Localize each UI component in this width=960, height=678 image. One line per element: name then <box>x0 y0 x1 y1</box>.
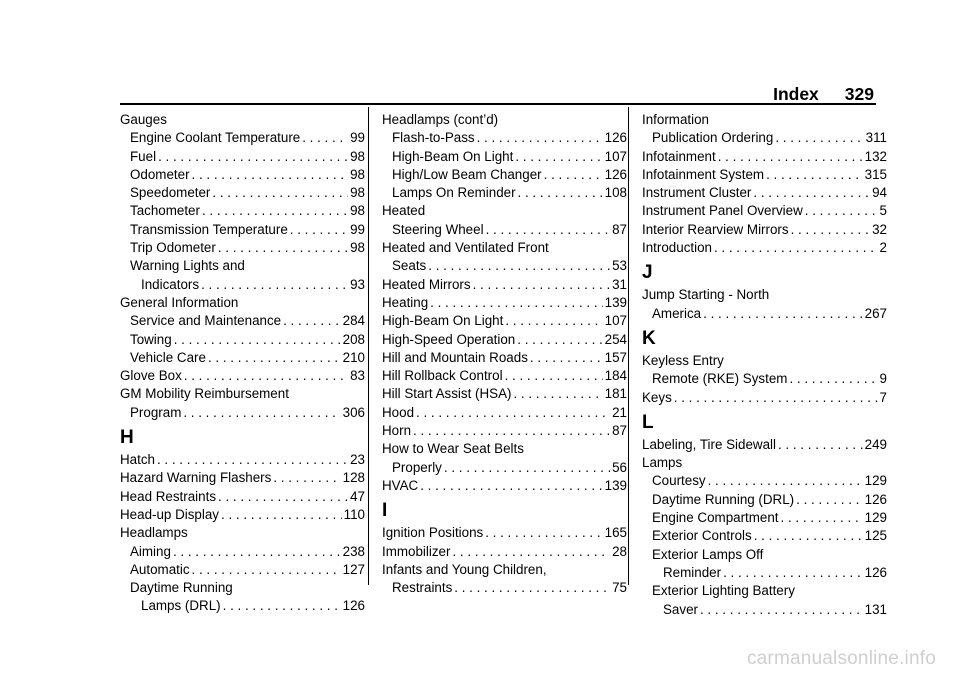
index-term: Transmission Temperature <box>130 221 288 237</box>
dot-leader <box>273 469 340 487</box>
index-page-ref: 129 <box>864 510 887 526</box>
dot-leader <box>708 472 863 490</box>
index-page-ref: 267 <box>864 305 887 321</box>
index-entry <box>120 276 365 294</box>
index-column-2 <box>382 111 627 597</box>
index-term: Daytime Running (DRL) <box>652 491 795 507</box>
index-page-ref: 83 <box>350 368 365 384</box>
index-term: Ignition Positions <box>382 525 484 541</box>
index-entry <box>382 129 627 147</box>
dot-leader <box>218 239 348 257</box>
index-entry <box>120 469 365 487</box>
index-entry <box>642 221 887 239</box>
index-term: Jump Starting - North <box>642 287 770 303</box>
index-letter-heading: I <box>382 500 388 522</box>
dot-leader <box>184 367 348 385</box>
index-term: Glove Box <box>120 368 182 384</box>
index-term: Information <box>642 112 709 127</box>
index-term: Trip Odometer <box>130 240 216 256</box>
index-page-ref: 99 <box>350 130 365 146</box>
index-term: Keyless Entry <box>642 352 724 368</box>
page-number: 329 <box>844 84 874 104</box>
index-term: Reminder <box>663 564 722 580</box>
column-divider-2 <box>628 107 629 585</box>
dot-leader <box>452 543 610 561</box>
index-page-ref: 21 <box>612 404 627 420</box>
dot-leader <box>416 404 610 422</box>
dot-leader <box>473 276 611 294</box>
index-page-ref: 9 <box>879 371 887 387</box>
index-page-ref: 99 <box>350 221 365 237</box>
index-letter-heading: H <box>120 427 134 449</box>
section-title: Index <box>773 84 819 104</box>
index-page-ref: 208 <box>342 331 365 347</box>
dot-leader <box>158 148 348 166</box>
index-page-ref: 87 <box>612 423 627 439</box>
index-term: Heated and Ventilated Front <box>382 240 549 256</box>
index-page-ref: 181 <box>604 386 627 402</box>
index-term: Lamps (DRL) <box>141 598 221 614</box>
index-entry <box>382 331 627 349</box>
dot-leader <box>454 579 610 597</box>
index-entry <box>642 286 887 304</box>
dot-leader <box>703 305 863 323</box>
dot-leader <box>201 276 348 294</box>
index-page-ref: 98 <box>350 203 365 219</box>
index-entry <box>382 459 627 477</box>
index-term: Lamps On Reminder <box>392 185 516 201</box>
index-entry <box>382 385 627 403</box>
index-term: Fuel <box>130 148 157 164</box>
dot-leader <box>202 202 348 220</box>
index-term: Head-up Display <box>120 506 219 522</box>
index-term: Hill Start Assist (HSA) <box>382 386 512 402</box>
index-page-ref: 129 <box>864 473 887 489</box>
dot-leader <box>796 491 863 509</box>
index-column-3 <box>642 111 887 619</box>
index-term: Exterior Lamps Off <box>652 546 764 562</box>
index-term: Hill and Mountain Roads <box>382 349 528 365</box>
index-entry <box>642 454 887 472</box>
index-entry <box>382 422 627 440</box>
index-page-ref: 157 <box>604 349 627 365</box>
index-entry <box>642 305 887 323</box>
index-term: Heating <box>382 294 429 310</box>
dot-leader <box>515 148 602 166</box>
index-page-ref: 139 <box>604 294 627 310</box>
dot-leader <box>754 527 863 545</box>
index-term: Lamps <box>642 455 683 471</box>
index-page-ref: 126 <box>604 166 627 182</box>
dot-leader <box>789 370 877 388</box>
dot-leader <box>221 506 342 524</box>
index-page-ref: 75 <box>612 580 627 596</box>
index-term: Towing <box>130 331 172 347</box>
index-entry <box>120 561 365 579</box>
index-page-ref: 184 <box>604 368 627 384</box>
dot-leader <box>791 221 871 239</box>
index-entry <box>382 561 627 579</box>
dot-leader <box>430 294 603 312</box>
index-term: Speedometer <box>130 185 211 201</box>
dot-leader <box>781 509 863 527</box>
index-term: Heated <box>382 203 426 219</box>
index-term: HVAC <box>382 477 419 493</box>
index-entry <box>382 543 627 561</box>
index-entry <box>642 370 887 388</box>
index-term: Infotainment System <box>642 166 765 182</box>
index-entry <box>642 491 887 509</box>
index-entry <box>642 546 887 564</box>
index-entry <box>120 349 365 367</box>
index-entry <box>642 129 887 147</box>
index-term: Immobilizer <box>382 543 451 559</box>
index-entry <box>120 257 365 275</box>
index-entry <box>120 524 365 542</box>
index-column-1 <box>120 111 365 616</box>
index-term: Warning Lights and <box>130 258 245 274</box>
index-term: Infants and Young Children, <box>382 561 547 577</box>
index-term: Engine Compartment <box>652 510 779 526</box>
dot-leader <box>428 257 610 275</box>
index-entry <box>120 294 365 312</box>
dot-leader <box>477 129 603 147</box>
index-term: Flash-to-Pass <box>392 130 475 146</box>
index-entry <box>382 239 627 257</box>
index-entry <box>120 506 365 524</box>
dot-leader <box>413 422 610 440</box>
dot-leader <box>208 349 341 367</box>
index-letter-heading: J <box>642 262 653 284</box>
index-page-ref: 249 <box>864 436 887 452</box>
dot-leader <box>192 166 349 184</box>
index-entry <box>642 436 887 454</box>
index-term: Head Restraints <box>120 488 217 504</box>
dot-leader <box>485 524 602 542</box>
index-term: Program <box>130 404 182 420</box>
index-page-ref: 126 <box>604 130 627 146</box>
index-page-ref: 315 <box>864 166 887 182</box>
index-page-ref: 108 <box>604 185 627 201</box>
index-page-ref: 126 <box>864 564 887 580</box>
index-entry <box>382 579 627 597</box>
dot-leader <box>775 129 863 147</box>
index-term: America <box>652 305 702 321</box>
index-term: Exterior Controls <box>652 528 752 544</box>
dot-leader <box>420 477 602 495</box>
index-term: Labeling, Tire Sidewall <box>642 436 776 452</box>
index-term: Automatic <box>130 561 190 577</box>
index-entry <box>642 111 887 129</box>
index-page-ref: 98 <box>350 166 365 182</box>
dot-leader <box>486 221 611 239</box>
index-page-ref: 132 <box>864 148 887 164</box>
index-page-ref: 238 <box>342 543 365 559</box>
dot-leader <box>723 564 863 582</box>
index-entry <box>120 312 365 330</box>
index-entry <box>382 367 627 385</box>
index-entry <box>382 477 627 495</box>
index-term: Indicators <box>141 276 200 292</box>
index-entry <box>382 524 627 542</box>
dot-leader <box>173 543 341 561</box>
index-term: High-Beam On Light <box>392 148 514 164</box>
index-letter-heading: L <box>642 411 654 433</box>
index-entry <box>120 239 365 257</box>
index-page-ref: 125 <box>864 528 887 544</box>
index-entry <box>382 440 627 458</box>
index-term: Hatch <box>120 452 155 468</box>
index-entry <box>642 239 887 257</box>
index-entry <box>120 543 365 561</box>
dot-leader <box>505 367 603 385</box>
index-page-ref: 284 <box>342 313 365 329</box>
index-term: Hazard Warning Flashers <box>120 470 272 486</box>
index-entry <box>120 129 365 147</box>
index-term: Restraints <box>392 580 453 596</box>
index-page-ref: 306 <box>342 404 365 420</box>
dot-leader <box>283 312 341 330</box>
index-entry <box>120 184 365 202</box>
index-term: Service and Maintenance <box>130 313 282 329</box>
dot-leader <box>218 488 348 506</box>
index-term: Introduction <box>642 240 712 256</box>
index-term: Vehicle Care <box>130 349 206 365</box>
dot-leader <box>505 312 602 330</box>
index-page-ref: 139 <box>604 477 627 493</box>
dot-leader <box>517 331 602 349</box>
index-page-ref: 7 <box>879 389 887 405</box>
index-term: Daytime Running <box>130 580 233 596</box>
index-entry <box>642 148 887 166</box>
index-entry <box>120 579 365 597</box>
index-page-ref: 127 <box>342 561 365 577</box>
dot-leader <box>530 349 603 367</box>
index-term: Exterior Lighting Battery <box>652 583 795 599</box>
index-entry <box>382 202 627 220</box>
index-entry <box>382 257 627 275</box>
dot-leader <box>714 239 878 257</box>
index-entry <box>382 294 627 312</box>
index-page-ref: 131 <box>864 601 887 617</box>
index-entry <box>382 184 627 202</box>
index-entry <box>120 385 365 403</box>
index-page-ref: 2 <box>879 240 887 256</box>
column-divider-1 <box>368 107 369 585</box>
watermark: carmanualsonline.info <box>746 648 936 669</box>
index-term: Tachometer <box>130 203 200 219</box>
index-term: GM Mobility Reimbursement <box>120 386 289 402</box>
index-page-ref: 93 <box>350 276 365 292</box>
index-entry <box>642 352 887 370</box>
dot-leader <box>223 597 341 615</box>
index-page-ref: 210 <box>342 349 365 365</box>
index-entry <box>642 202 887 220</box>
index-term: Publication Ordering <box>652 130 774 146</box>
index-entry <box>382 312 627 330</box>
index-entry <box>120 148 365 166</box>
index-page-ref: 31 <box>612 276 627 292</box>
index-page-ref: 23 <box>350 452 365 468</box>
dot-leader <box>674 389 878 407</box>
dot-leader <box>544 166 603 184</box>
index-entry <box>382 111 627 129</box>
dot-leader <box>518 184 603 202</box>
header-rule <box>120 103 876 105</box>
index-entry <box>382 221 627 239</box>
dot-leader <box>183 404 340 422</box>
index-term: Gauges <box>120 112 167 127</box>
index-term: Remote (RKE) System <box>652 371 788 387</box>
dot-leader <box>700 601 863 619</box>
index-term: Horn <box>382 423 412 439</box>
dot-leader <box>766 166 863 184</box>
index-term: How to Wear Seat Belts <box>382 441 524 457</box>
index-term: Instrument Cluster <box>642 185 752 201</box>
index-entry <box>642 564 887 582</box>
index-entry <box>642 509 887 527</box>
index-page-ref: 98 <box>350 240 365 256</box>
index-term: Odometer <box>130 166 190 182</box>
index-page-ref: 47 <box>350 488 365 504</box>
index-term: High-Speed Operation <box>382 331 516 347</box>
dot-leader <box>302 129 348 147</box>
index-entry <box>120 202 365 220</box>
index-term: Interior Rearview Mirrors <box>642 221 789 237</box>
dot-leader <box>157 451 348 469</box>
index-entry <box>120 221 365 239</box>
index-term: Heated Mirrors <box>382 276 471 292</box>
index-page-ref: 254 <box>604 331 627 347</box>
index-term: High/Low Beam Changer <box>392 166 542 182</box>
index-page-ref: 107 <box>604 148 627 164</box>
index-page-ref: 110 <box>343 506 365 522</box>
index-page-ref: 87 <box>612 221 627 237</box>
index-page-ref: 128 <box>342 470 365 486</box>
index-entry <box>642 601 887 619</box>
index-entry <box>642 389 887 407</box>
dot-leader <box>174 331 341 349</box>
index-page-ref: 126 <box>342 598 365 614</box>
index-page-ref: 98 <box>350 148 365 164</box>
dot-leader <box>718 148 863 166</box>
index-term: Steering Wheel <box>392 221 484 237</box>
index-term: Aiming <box>130 543 171 559</box>
index-term: Instrument Panel Overview <box>642 203 803 219</box>
index-entry <box>642 166 887 184</box>
index-entry <box>120 166 365 184</box>
index-entry <box>120 404 365 422</box>
index-term: Properly <box>392 459 442 475</box>
index-entry <box>642 582 887 600</box>
index-entry <box>382 404 627 422</box>
index-entry <box>120 597 365 615</box>
index-term: Saver <box>663 601 698 617</box>
dot-leader <box>192 561 341 579</box>
dot-leader <box>444 459 610 477</box>
index-term: High-Beam On Light <box>382 313 504 329</box>
index-term: Headlamps (cont’d) <box>382 112 499 127</box>
dot-leader <box>290 221 348 239</box>
index-entry <box>642 184 887 202</box>
index-entry <box>382 276 627 294</box>
index-entry <box>120 488 365 506</box>
index-page-ref: 311 <box>865 130 887 146</box>
index-page-ref: 107 <box>604 313 627 329</box>
index-term: Keys <box>642 389 672 405</box>
index-entry <box>120 367 365 385</box>
index-page-ref: 5 <box>879 203 887 219</box>
index-page-ref: 56 <box>612 459 627 475</box>
index-term: Headlamps <box>120 525 188 541</box>
index-term: Engine Coolant Temperature <box>130 130 301 146</box>
index-entry <box>642 472 887 490</box>
index-entry <box>120 451 365 469</box>
index-term: Courtesy <box>652 473 706 489</box>
index-entry <box>120 331 365 349</box>
index-page-ref: 32 <box>872 221 887 237</box>
dot-leader <box>753 184 870 202</box>
index-letter-heading: K <box>642 327 656 349</box>
index-entry <box>382 349 627 367</box>
index-page-ref: 98 <box>350 185 365 201</box>
index-entry <box>382 148 627 166</box>
index-term: General Information <box>120 294 239 310</box>
index-page-ref: 94 <box>872 185 887 201</box>
index-term: Hood <box>382 404 415 420</box>
dot-leader <box>778 436 863 454</box>
index-page-ref: 53 <box>612 258 627 274</box>
dot-leader <box>805 202 878 220</box>
index-page-ref: 28 <box>612 543 627 559</box>
index-entry <box>382 166 627 184</box>
index-term: Infotainment <box>642 148 716 164</box>
dot-leader <box>513 385 602 403</box>
index-term: Hill Rollback Control <box>382 368 503 384</box>
index-term: Seats <box>392 258 427 274</box>
index-entry <box>642 527 887 545</box>
index-entry <box>120 111 365 129</box>
index-page-ref: 165 <box>604 525 627 541</box>
index-page-ref: 126 <box>864 491 887 507</box>
dot-leader <box>212 184 348 202</box>
